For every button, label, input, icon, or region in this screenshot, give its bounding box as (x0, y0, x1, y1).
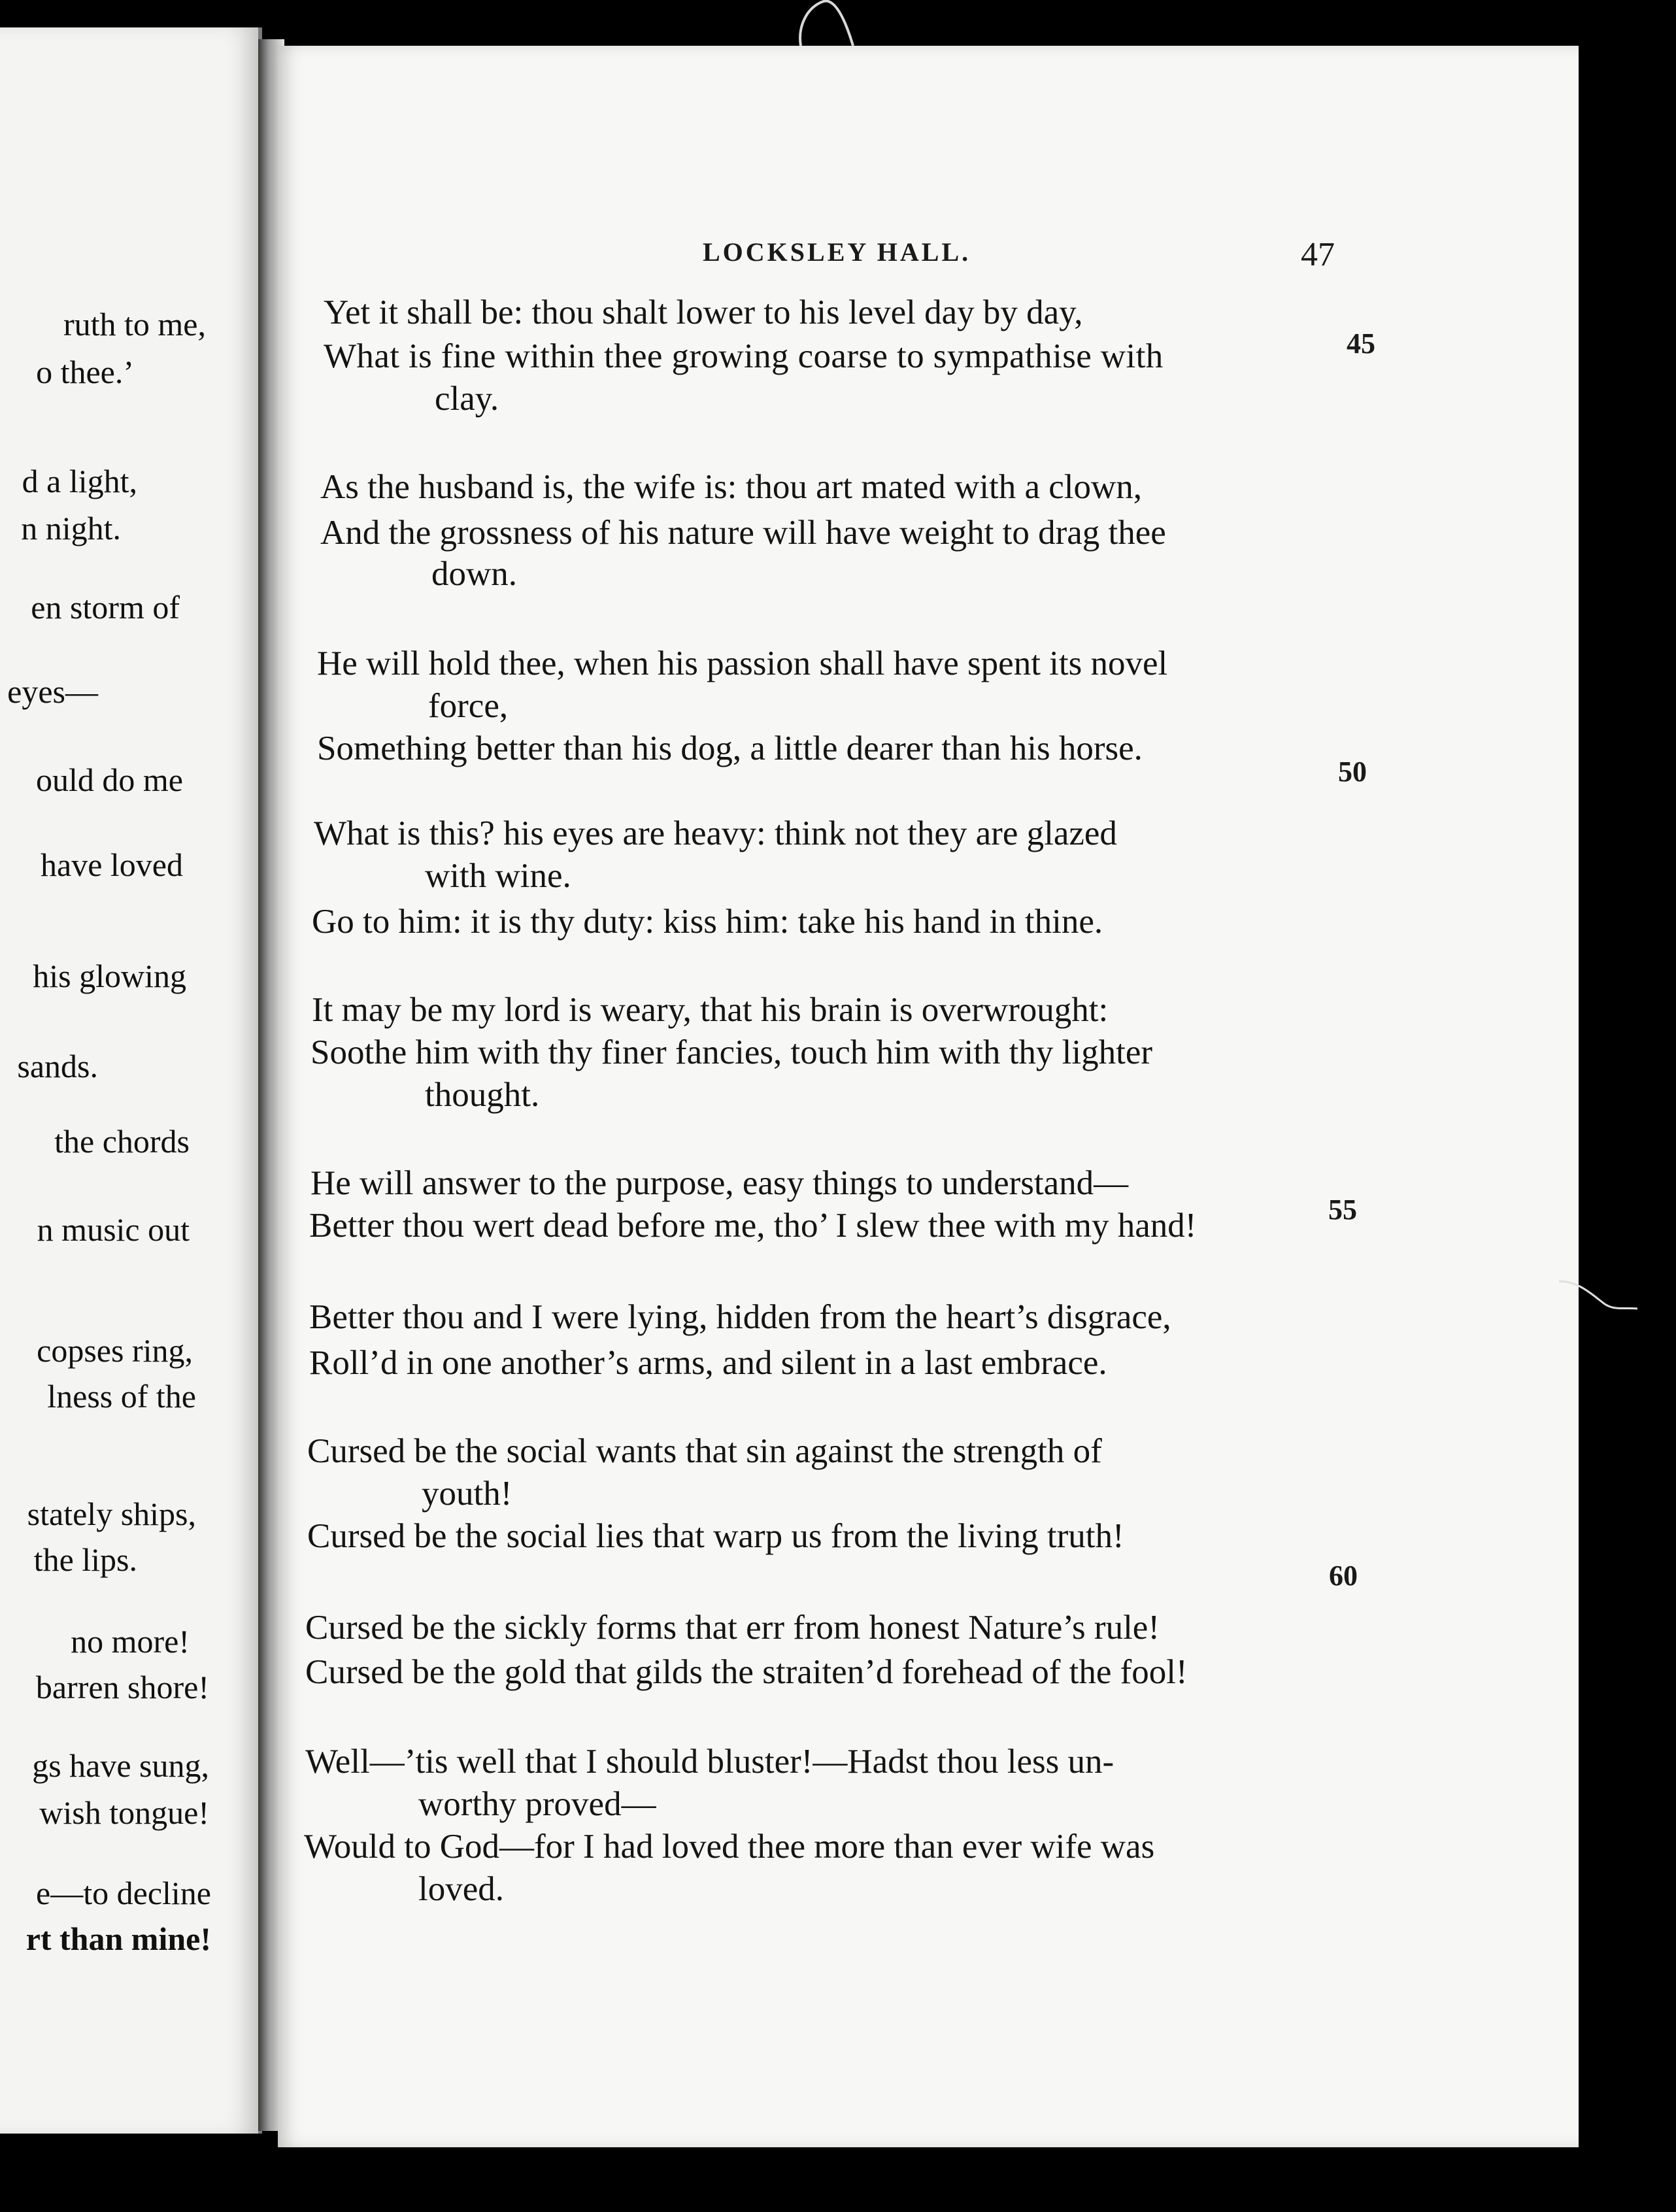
verse-line-continuation: with wine. (425, 857, 571, 895)
verse-line: Cursed be the social wants that sin against the strength of (307, 1432, 1102, 1470)
left-page-line: barren shore! (35, 1669, 209, 1705)
verse-line-continuation: clay. (435, 380, 499, 418)
line-number: 55 (1328, 1194, 1357, 1226)
verse-line: As the husband is, the wife is: thou art mated with a clown, (320, 468, 1143, 506)
left-page-line: d a light, (22, 463, 137, 499)
verse-line-continuation: down. (431, 555, 518, 593)
verse-line-continuation: force, (428, 687, 509, 725)
verse-line: Would to God—for I had loved thee more than ever wife was (304, 1828, 1155, 1866)
left-page-line: rt than mine! (25, 1920, 211, 1957)
verse-line-continuation: thought. (425, 1076, 540, 1114)
left-page-line: en storm of (31, 589, 180, 626)
verse-line: Roll’d in one another’s arms, and silent in a last embrace. (309, 1344, 1107, 1382)
left-page-line: no more! (71, 1623, 190, 1660)
verse-line: Well—’tis well that I should bluster!—Hadst thou less un- (305, 1743, 1115, 1781)
left-page-line: have loved (41, 846, 183, 883)
verse-line: Go to him: it is thy duty: kiss him: take his hand in thine. (312, 903, 1103, 941)
left-page-line: copses ring, (37, 1332, 193, 1369)
verse-line-continuation: worthy proved— (418, 1785, 656, 1823)
left-page-line: lness of the (47, 1378, 196, 1415)
left-page-line: n night. (21, 510, 121, 546)
line-number: 50 (1338, 756, 1367, 788)
verse-line: It may be my lord is weary, that his brain is overwrought: (312, 991, 1109, 1029)
verse-line: Cursed be the gold that gilds the straiten’d forehead of the fool! (305, 1653, 1188, 1691)
page-edge-mark-icon (1559, 1275, 1637, 1314)
ribbon-mark-icon (794, 0, 860, 46)
left-page-line: e—to decline (36, 1875, 211, 1911)
left-page-line: n music out (37, 1211, 190, 1248)
line-number: 60 (1329, 1560, 1358, 1592)
verse-line: Cursed be the sickly forms that err from honest Nature’s rule! (305, 1609, 1160, 1647)
verse-line: He will hold thee, when his passion shall have spent its novel (317, 645, 1168, 682)
left-page-line: eyes— (7, 673, 98, 710)
verse-line: Better thou and I were lying, hidden from the heart’s disgrace, (309, 1298, 1171, 1336)
verse-line-continuation: loved. (418, 1870, 504, 1908)
verse-line: Soothe him with thy finer fancies, touch him with thy lighter (310, 1033, 1152, 1071)
left-page-line: stately ships, (27, 1496, 196, 1532)
verse-line: Cursed be the social lies that warp us from the living truth! (307, 1517, 1124, 1555)
line-number: 45 (1347, 327, 1375, 360)
running-head: LOCKSLEY HALL. (703, 237, 971, 267)
verse-line: Better thou wert dead before me, tho’ I slew thee with my hand! (309, 1207, 1197, 1245)
left-page-line: wish tongue! (39, 1794, 209, 1831)
verse-line: Something better than his dog, a little dearer than his horse. (317, 729, 1143, 767)
left-page-line: o thee.’ (36, 354, 134, 390)
page-number: 47 (1301, 236, 1335, 273)
verse-line: He will answer to the purpose, easy things to understand— (310, 1164, 1129, 1202)
verse-line: What is this? his eyes are heavy: think not they are glazed (314, 814, 1117, 852)
left-page-line: sands. (17, 1048, 98, 1084)
verse-line: And the grossness of his nature will have weight to drag thee (320, 514, 1166, 552)
left-page-line: his glowing (33, 958, 186, 994)
book-page (278, 46, 1579, 2147)
left-page-line: ruth to me, (63, 306, 206, 343)
verse-line: What is fine within thee growing coarse to sympathise with (324, 337, 1164, 375)
verse-line: Yet it shall be: thou shalt lower to his level day by day, (324, 293, 1083, 331)
left-page-line: the lips. (33, 1541, 137, 1578)
verse-line-continuation: youth! (422, 1475, 512, 1513)
left-page-line: the chords (54, 1123, 190, 1160)
left-page-line: gs have sung, (32, 1747, 209, 1784)
left-page-line: ould do me (36, 762, 183, 798)
left-facing-page (0, 27, 262, 2134)
